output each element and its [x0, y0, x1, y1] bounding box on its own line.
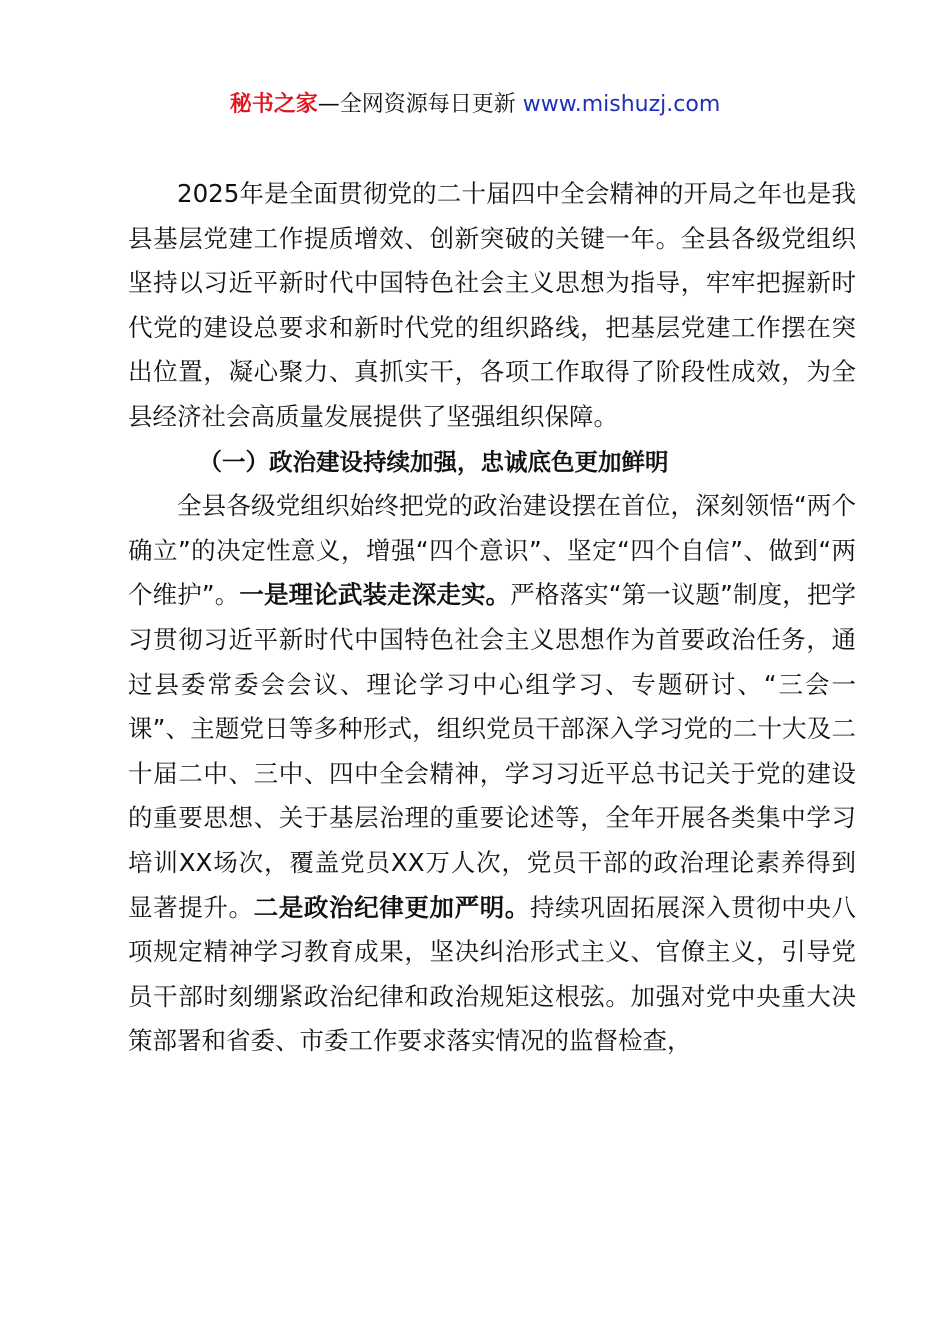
- document-body: [128, 172, 856, 1064]
- brand-name: 秘书之家: [229, 92, 318, 117]
- site-url-link[interactable]: www.mishuzj.com: [522, 92, 721, 117]
- section-1-text-c: 持续巩固拓展深入贯彻中央八项规定精神学习教育成果，坚决纠治形式主义、官僚主义，引导党员干部时刻绷紧政治纪律和政治规矩这根弦。加强对党中央重大决策部署和省委、市委工作要求落实情况的监督检查，: [128, 892, 856, 1056]
- section-1-paragraph: [128, 484, 856, 1064]
- section-1-bold-point-2: 二是政治纪律更加严明。: [253, 892, 530, 922]
- section-1-text-b: 严格落实“第一议题”制度，把学习贯彻习近平新时代中国特色社会主义思想作为首要政治任务，通过县委常委会会议、理论学习中心组学习、专题研讨、“三会一课”、主题党日等多种形式，组织党员干部深入学习党的二十大及二十届二中、三中、四中全会精神，学习习近平总书记关于党的建设的重要思想、关于基层治理的重要论述等，全年开展各类集中学习培训XX场次，覆盖党员XX万人次，党员干部的政治理论素养得到显著提升。: [128, 580, 856, 922]
- section-heading-1: （一）政治建设持续加强，忠诚底色更加鲜明: [198, 447, 669, 476]
- site-header: [0, 88, 950, 122]
- section-1-text-a: 全县各级党组织始终把党的政治建设摆在首位，深刻领悟“两个确立”的决定性意义，增强“四个意识”、坚定“四个自信”、做到“两个维护”。: [128, 491, 856, 610]
- header-tagline: —全网资源每日更新: [317, 92, 523, 117]
- intro-paragraph: 2025年是全面贯彻党的二十届四中全会精神的开局之年也是我县基层党建工作提质增效、创新突破的关键一年。全县各级党组织坚持以习近平新时代中国特色社会主义思想为指导，牢牢把握新时代党的建设总要求和新时代党的组织路线，把基层党建工作摆在突出位置，凝心聚力、真抓实干，各项工作取得了阶段性成效，为全县经济社会高质量发展提供了坚强组织保障。: [128, 179, 856, 431]
- section-1-bold-point-1: 一是理论武装走深走实。: [239, 580, 511, 610]
